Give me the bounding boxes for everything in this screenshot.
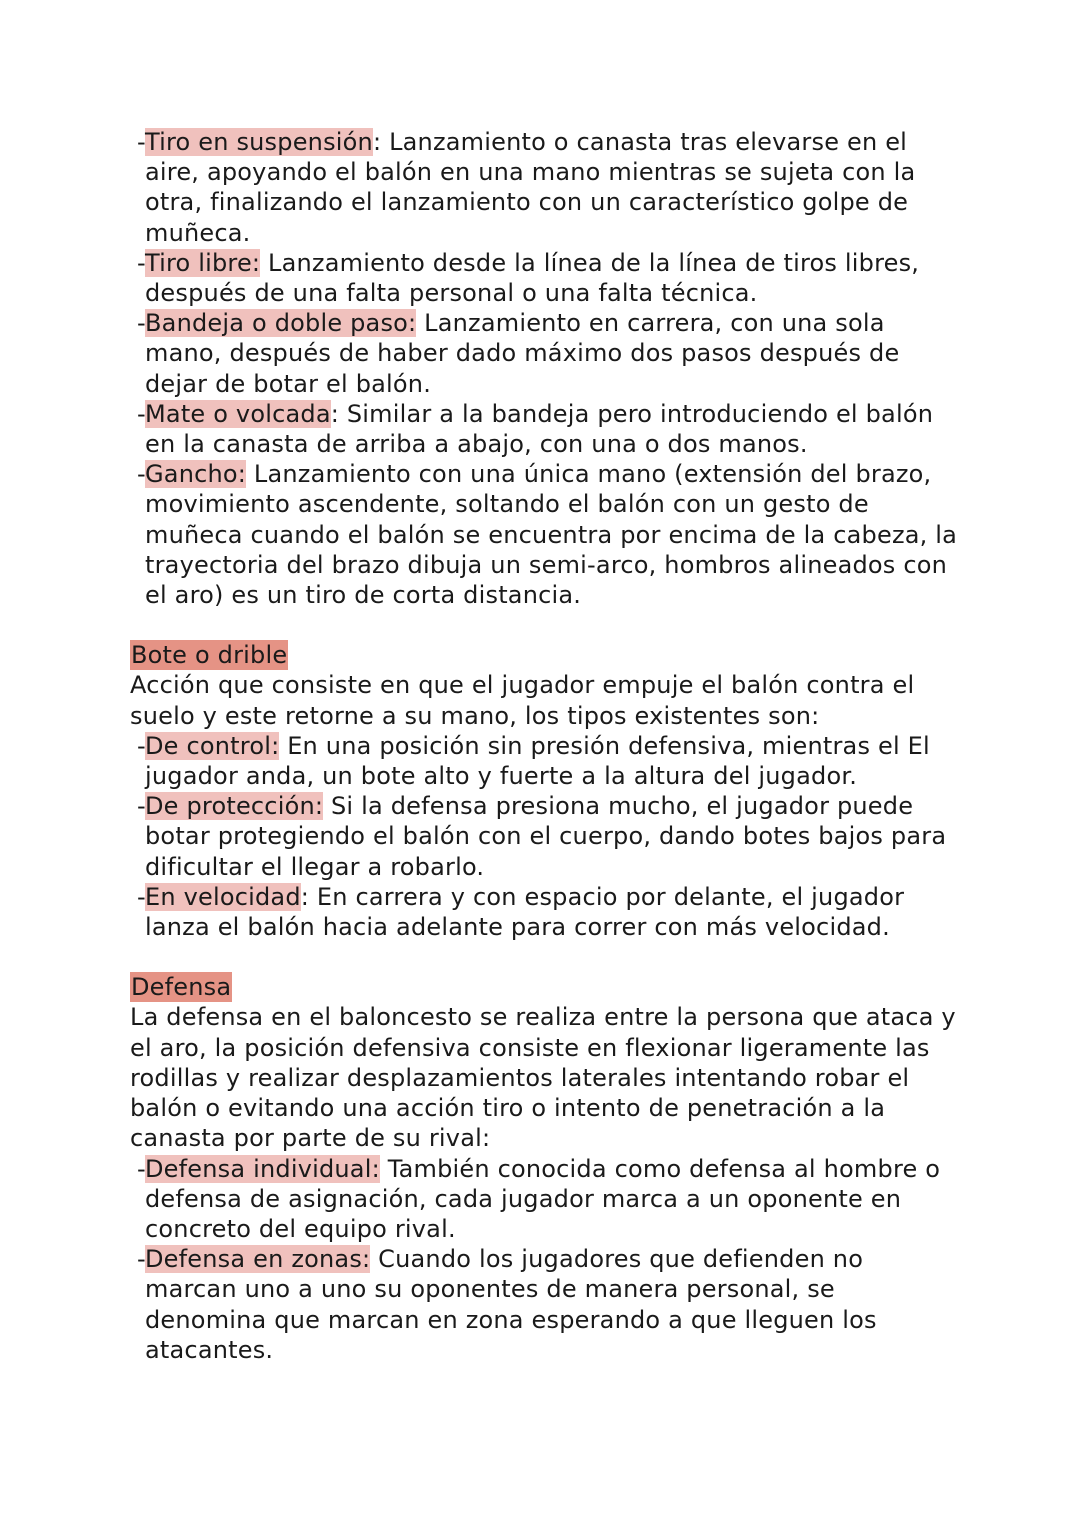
item-dash: - [137, 792, 146, 821]
item-dash: - [137, 128, 146, 156]
term-gancho: Gancho: [145, 460, 247, 489]
definition-de-control: En una posición sin presión defensiva, mientras el El jugador anda, un bote alto y fuerte a la altura del jugador. [145, 731, 930, 791]
list-item-defensa-zonas [130, 1244, 960, 1365]
list-item-de-proteccion [130, 791, 960, 882]
section-heading-defensa: Defensa [131, 973, 232, 1002]
list-item-defensa-individual [130, 1154, 960, 1245]
definition-defensa-individual: También conocida como defensa al hombre o defensa de asignación, cada jugador marca a un oponente en concreto del equipo rival. [145, 1154, 941, 1243]
definition-defensa-zonas: Cuando los jugadores que defienden no marcan uno a uno su oponentes de manera personal, se denomina que marcan en zona esperando a que lleguen los atacantes. [145, 1245, 877, 1364]
item-dash: - [137, 399, 146, 428]
shots-list [130, 127, 960, 610]
term-de-control: De control: [145, 731, 280, 760]
section-defensa [130, 972, 960, 1365]
item-dash: - [137, 248, 146, 277]
item-dash: - [137, 1154, 146, 1183]
term-tiro-libre: Tiro libre: [145, 248, 261, 277]
definition-mate: : Similar a la bandeja pero introduciendo el balón en la canasta de arriba a abajo, con una o dos manos. [145, 399, 934, 459]
item-dash: - [137, 460, 146, 489]
term-bandeja: Bandeja o doble paso: [145, 309, 417, 338]
section-bote [130, 640, 960, 942]
definition-bandeja: Lanzamiento en carrera, con una sola mano, después de haber dado máximo dos pasos después de dejar de botar el balón. [145, 309, 900, 398]
list-item-en-velocidad [130, 882, 960, 942]
item-dash: - [137, 309, 146, 338]
section-intro-defensa: La defensa en el baloncesto se realiza entre la persona que ataca y el aro, la posición defensiva consiste en flexionar ligeramente las rodillas y realizar desplazamientos laterales intentando robar el balón o evitando una acción tiro o intento de penetración a la canasta por parte de su rival: [130, 1003, 956, 1153]
definition-de-proteccion: Si la defensa presiona mucho, el jugador puede botar protegiendo el balón con el cuerpo, dando botes bajos para dificultar el llegar a robarlo. [145, 792, 947, 881]
item-dash: - [137, 731, 146, 760]
document-page [130, 127, 960, 1365]
term-tiro-suspension: Tiro en suspensión [145, 128, 373, 156]
list-item-tiro-libre [130, 248, 960, 308]
definition-gancho: Lanzamiento con una única mano (extensión del brazo, movimiento ascendente, soltando el balón con un gesto de muñeca cuando el balón se encuentra por encima de la cabeza, la trayectoria del brazo dibuja un semi-arco, hombros alineados con el aro) es un tiro de corta distancia. [145, 460, 958, 610]
term-mate: Mate o volcada [145, 399, 331, 428]
list-item-tiro-suspension [130, 127, 960, 248]
section-spacer [130, 942, 960, 972]
term-de-proteccion: De protección: [145, 792, 324, 821]
item-dash: - [137, 1245, 146, 1274]
list-item-mate [130, 399, 960, 459]
term-defensa-individual: Defensa individual: [145, 1154, 380, 1183]
definition-tiro-libre: Lanzamiento desde la línea de la línea de tiros libres, después de una falta personal o una falta técnica. [145, 248, 920, 308]
section-heading-bote: Bote o drible [131, 641, 288, 670]
list-item-de-control [130, 731, 960, 791]
definition-tiro-suspension: : Lanzamiento o canasta tras elevarse en el aire, apoyando el balón en una mano mientras se sujeta con la otra, finalizando el lanzamiento con un característico golpe de muñeca. [145, 128, 916, 247]
list-item-gancho [130, 459, 960, 610]
term-en-velocidad: En velocidad [145, 882, 301, 911]
section-spacer [130, 610, 960, 640]
list-item-bandeja [130, 308, 960, 399]
term-defensa-zonas: Defensa en zonas: [145, 1245, 371, 1274]
item-dash: - [137, 882, 146, 911]
section-intro-bote: Acción que consiste en que el jugador empuje el balón contra el suelo y este retorne a su mano, los tipos existentes son: [130, 671, 915, 730]
definition-en-velocidad: : En carrera y con espacio por delante, el jugador lanza el balón hacia adelante para correr con más velocidad. [145, 882, 905, 942]
